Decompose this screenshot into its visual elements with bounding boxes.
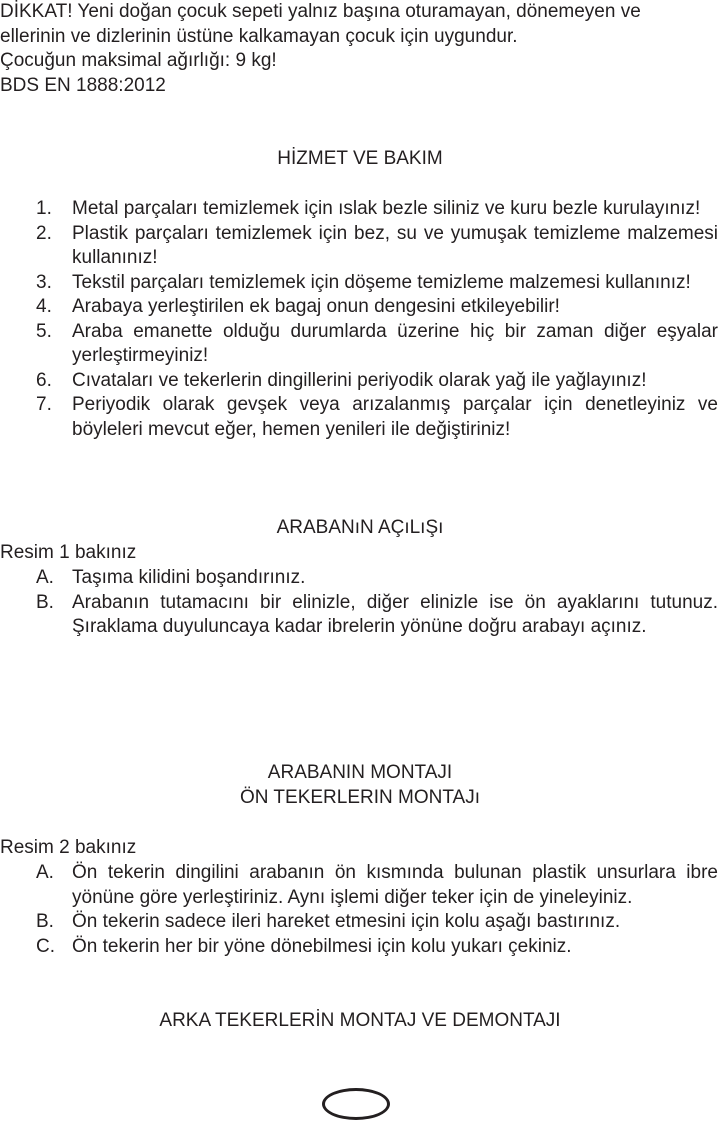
rear-wheels-title: ARKA TEKERLERİN MONTAJ VE DEMONTAJI bbox=[159, 1010, 561, 1031]
item-text: Ön tekerin dingilini arabanın ön kısmında bulunan plastik unsurlara ibre yönüne göre yerleştiriniz. Aynı işlemi diğer teker için de yineleyiniz. bbox=[72, 862, 718, 908]
item-text: Araba emanette olduğu durumlarda üzerine hiç bir zaman diğer eşyalar yerleştirmeyiniz! bbox=[72, 320, 718, 366]
list-item bbox=[0, 369, 720, 394]
item-number: 4. bbox=[36, 296, 52, 317]
list-item bbox=[0, 197, 720, 222]
assembly-figure-ref: Resim 2 bakınız bbox=[0, 837, 137, 858]
page-number-oval bbox=[322, 1088, 390, 1120]
item-number: 7. bbox=[36, 394, 52, 415]
list-item bbox=[0, 566, 720, 591]
warning-block bbox=[0, 0, 720, 98]
item-text: Arabanın tutamacını bir elinizle, diğer elinizle ise ön ayaklarını tutunuz. Şıraklama duyuluncaya kadar ibrelerin yönüne doğru arabayı açınız. bbox=[72, 591, 718, 637]
item-number: 1. bbox=[36, 198, 52, 219]
opening-list bbox=[0, 566, 720, 640]
opening-figure-ref: Resim 1 bakınız bbox=[0, 542, 137, 563]
item-number: 2. bbox=[36, 222, 52, 244]
item-text: Plastik parçaları temizlemek için bez, su ve yumuşak temizleme malzemesi kullanınız! bbox=[72, 222, 718, 268]
item-number: 6. bbox=[36, 369, 52, 391]
list-item bbox=[0, 935, 720, 960]
list-item bbox=[0, 861, 720, 910]
item-letter: C. bbox=[36, 935, 55, 957]
item-text: Cıvataları ve tekerlerin dingillerini periyodik olarak yağ ile yağlayınız! bbox=[72, 369, 647, 391]
service-title: HİZMET VE BAKIM bbox=[277, 148, 443, 169]
list-item bbox=[0, 295, 720, 320]
opening-title: ARABANıN AÇıLıŞı bbox=[276, 517, 444, 538]
standard-line: BDS EN 1888:2012 bbox=[0, 74, 166, 96]
item-text: Tekstil parçaları temizlemek için döşeme temizleme malzemesi kullanınız! bbox=[72, 271, 691, 293]
service-list bbox=[0, 197, 720, 442]
list-item bbox=[0, 591, 720, 640]
list-item bbox=[0, 222, 720, 271]
list-item bbox=[0, 271, 720, 296]
max-weight-line: Çocuğun maksimal ağırlığı: 9 kg! bbox=[0, 50, 277, 71]
list-item bbox=[0, 320, 720, 369]
item-text: Periyodik olarak gevşek veya arızalanmış parçalar için denetleyiniz ve böyleleri mevcut eğer, hemen yenileri ile değiştiriniz! bbox=[72, 394, 718, 440]
item-text: Arabaya yerleştirilen ek bagaj onun dengesini etkileyebilir! bbox=[72, 296, 560, 317]
warning-line: DİKKAT! Yeni doğan çocuk sepeti yalnız başına oturamayan, dönemeyen ve bbox=[0, 1, 641, 22]
item-text: Ön tekerin sadece ileri hareket etmesini için kolu aşağı bastırınız. bbox=[72, 911, 621, 932]
item-text: Metal parçaları temizlemek için ıslak bezle siliniz ve kuru bezle kurulayınız! bbox=[72, 198, 701, 219]
assembly-title: ARABANIN MONTAJI bbox=[267, 762, 453, 783]
item-letter: B. bbox=[36, 911, 54, 932]
item-letter: A. bbox=[36, 862, 54, 883]
front-wheels-title: ÖN TEKERLERIN MONTAJı bbox=[240, 787, 480, 808]
item-letter: A. bbox=[36, 567, 54, 588]
item-text: Ön tekerin her bir yöne dönebilmesi için kolu yukarı çekiniz. bbox=[72, 935, 572, 957]
item-number: 3. bbox=[36, 271, 52, 293]
assembly-list bbox=[0, 861, 720, 959]
item-letter: B. bbox=[36, 591, 54, 613]
list-item bbox=[0, 910, 720, 935]
item-number: 5. bbox=[36, 320, 52, 342]
item-text: Taşıma kilidini boşandırınız. bbox=[72, 567, 306, 588]
warning-line: ellerinin ve dizlerinin üstüne kalkamayan çocuk için uygundur. bbox=[0, 25, 518, 47]
list-item bbox=[0, 393, 720, 442]
